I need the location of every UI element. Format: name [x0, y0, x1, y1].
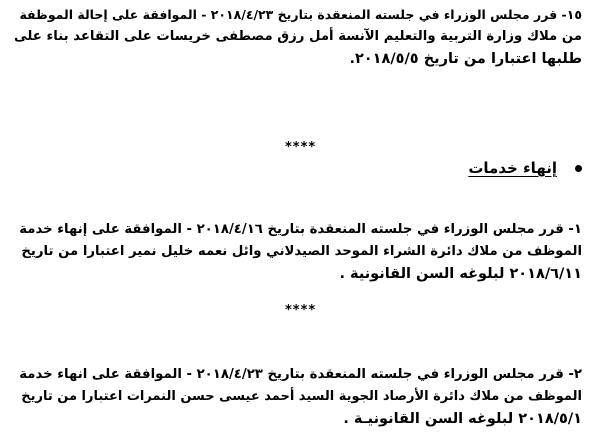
decision-paragraph-15: [12, 4, 582, 70]
paragraph-line: ٢٠١٨/٥/١ لبلوغه السن القانونيـة .: [343, 411, 582, 427]
decision-paragraph-1: [12, 219, 582, 285]
section-heading: [468, 157, 582, 179]
paragraph-line: الموظف من ملاك دائرة الأرصاد الجوية السيد أحمد عيسى حسن النمرات اعتبارا من تاريخ: [21, 389, 582, 404]
paragraph-line: طلبها اعتبارا من تاريخ ٢٠١٨/٥/٥.: [349, 51, 582, 67]
separator-stars: ****: [285, 303, 317, 318]
paragraph-line: ١- قرر مجلس الوزراء في جلسته المنعقدة بتاريخ ٢٠١٨/٤/١٦ - الموافقة على إنهاء خدمة: [19, 222, 582, 237]
section-title: إنهاء خدمات: [468, 159, 557, 177]
paragraph-line: ٢٠١٨/٦/١١ لبلوغه السن القانونية .: [339, 266, 582, 282]
paragraph-line: من ملاك وزارة التربية والتعليم الآنسة أمل رزق مصطفى خريسات على التقاعد بناء على: [13, 29, 582, 44]
paragraph-line: ٢- قرر مجلس الوزراء في جلسته المنعقدة بتاريخ ٢٠١٨/٤/٢٣ - الموافقة على انهاء خدمة: [19, 367, 582, 382]
paragraph-line: ١٥- قرر مجلس الوزراء في جلسته المنعقدة بتاريخ ٢٠١٨/٤/٢٣ - الموافقة على إحالة الموظفة: [19, 7, 582, 22]
separator-stars: ****: [285, 140, 317, 155]
decision-paragraph-2: [12, 364, 582, 430]
paragraph-line: الموظف من ملاك دائرة الشراء الموحد الصيدلاني وائل نعمه خليل نمير اعتبارا من تاريخ: [21, 244, 582, 259]
bullet-icon: [575, 165, 582, 172]
